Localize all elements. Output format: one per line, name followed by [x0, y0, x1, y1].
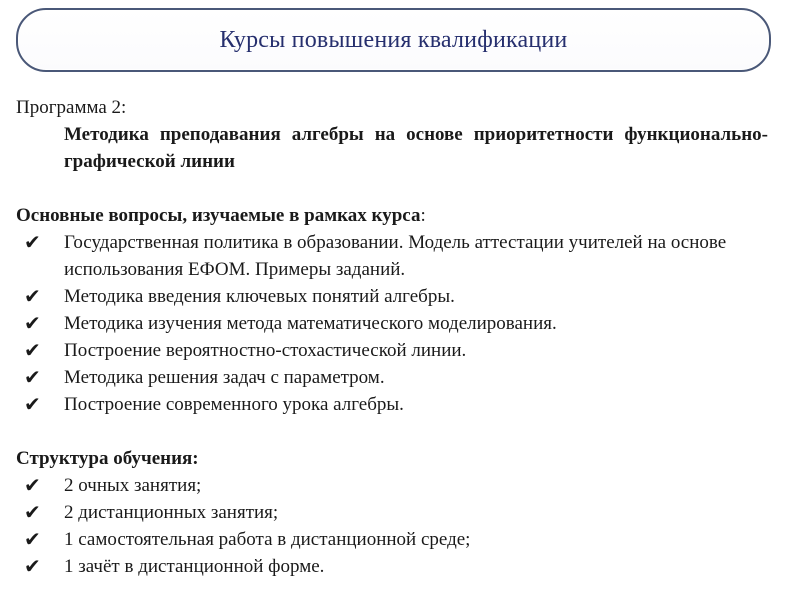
- list-item: [16, 283, 768, 310]
- program-label: Программа 2:: [16, 97, 127, 118]
- check-mark-icon: ✔: [24, 338, 41, 362]
- list-item: [16, 310, 768, 337]
- check-mark-icon: ✔: [24, 230, 41, 254]
- check-mark-icon: ✔: [24, 392, 41, 416]
- list-item: [16, 472, 768, 499]
- list-item-text: Методика решения задач с параметром.: [64, 367, 385, 388]
- questions-heading-text: Основные вопросы, изучаемые в рамках курса: [16, 205, 421, 226]
- structure-heading-text: Структура обучения:: [16, 448, 199, 469]
- list-item-text: Государственная политика в образовании. Модель аттестации учителей на основе использования ЕФОМ. Примеры заданий.: [64, 232, 727, 280]
- main-content: [16, 94, 768, 580]
- list-item: [16, 499, 768, 526]
- program-name: Методика преподавания алгебры на основе приоритетности функционально-графической линии: [64, 124, 768, 172]
- structure-list: [16, 472, 768, 580]
- list-item: [16, 391, 768, 418]
- page-title: Курсы повышения квалификации: [219, 26, 568, 53]
- list-item-text: 2 дистанционных занятия;: [64, 502, 279, 523]
- list-item: [16, 526, 768, 553]
- check-mark-icon: ✔: [24, 554, 41, 578]
- list-item: [16, 553, 768, 580]
- list-item: [16, 229, 768, 283]
- spacer: [16, 175, 768, 202]
- list-item-text: Методика изучения метода математического моделирования.: [64, 313, 557, 334]
- list-item-text: Построение современного урока алгебры.: [64, 394, 404, 415]
- list-item-text: 1 самостоятельная работа в дистанционной среде;: [64, 529, 471, 550]
- list-item-text: Построение вероятностно-стохастической линии.: [64, 340, 467, 361]
- check-mark-icon: ✔: [24, 311, 41, 335]
- check-mark-icon: ✔: [24, 473, 41, 497]
- check-mark-icon: ✔: [24, 284, 41, 308]
- title-banner: [16, 8, 771, 72]
- list-item-text: 2 очных занятия;: [64, 475, 202, 496]
- check-mark-icon: ✔: [24, 527, 41, 551]
- questions-heading-colon: :: [420, 205, 426, 226]
- check-mark-icon: ✔: [24, 500, 41, 524]
- list-item: [16, 364, 768, 391]
- list-item-text: Методика введения ключевых понятий алгебры.: [64, 286, 455, 307]
- spacer: [16, 418, 768, 445]
- list-item-text: 1 зачёт в дистанционной форме.: [64, 556, 325, 577]
- list-item: [16, 337, 768, 364]
- check-mark-icon: ✔: [24, 365, 41, 389]
- questions-heading: [16, 202, 768, 229]
- questions-list: [16, 229, 768, 418]
- structure-heading: [16, 445, 768, 472]
